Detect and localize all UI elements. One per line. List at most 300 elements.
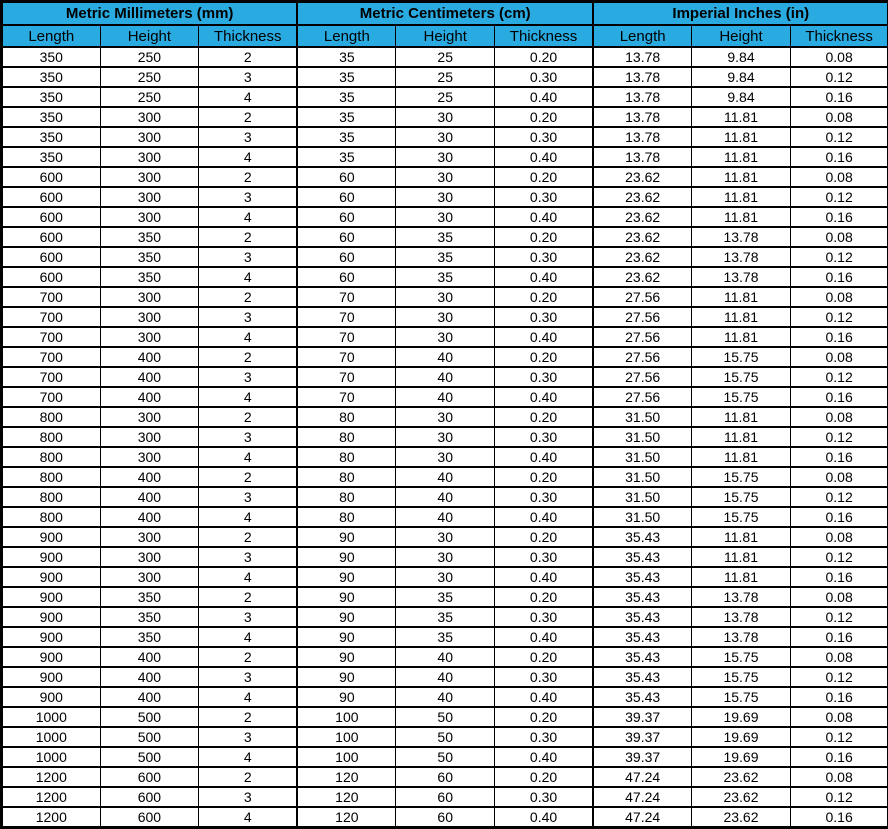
cell: 31.50 xyxy=(593,407,692,427)
cell: 2 xyxy=(199,287,298,307)
cell: 300 xyxy=(100,147,199,167)
cell: 11.81 xyxy=(692,567,791,587)
cell: 13.78 xyxy=(692,607,791,627)
cell: 0.08 xyxy=(790,467,888,487)
cell: 300 xyxy=(100,547,199,567)
table-row xyxy=(2,527,888,547)
cell: 2 xyxy=(199,527,298,547)
cell: 35.43 xyxy=(593,687,692,707)
cell: 700 xyxy=(2,327,101,347)
cell: 300 xyxy=(100,287,199,307)
cell: 2 xyxy=(199,467,298,487)
column-header-thickness-in: Thickness xyxy=(790,25,888,47)
cell: 350 xyxy=(2,47,101,67)
table-row xyxy=(2,107,888,127)
cell: 1200 xyxy=(2,767,101,787)
cell: 30 xyxy=(396,167,495,187)
cell: 35 xyxy=(297,87,396,107)
cell: 800 xyxy=(2,407,101,427)
cell: 2 xyxy=(199,347,298,367)
cell: 0.30 xyxy=(495,187,594,207)
cell: 13.78 xyxy=(692,227,791,247)
cell: 900 xyxy=(2,687,101,707)
cell: 0.12 xyxy=(790,427,888,447)
cell: 4 xyxy=(199,807,298,828)
table-row xyxy=(2,467,888,487)
cell: 900 xyxy=(2,547,101,567)
cell: 23.62 xyxy=(593,207,692,227)
cell: 0.40 xyxy=(495,747,594,767)
cell: 15.75 xyxy=(692,387,791,407)
cell: 3 xyxy=(199,187,298,207)
table-row xyxy=(2,447,888,467)
table-row xyxy=(2,367,888,387)
cell: 11.81 xyxy=(692,287,791,307)
table-row xyxy=(2,87,888,107)
cell: 35 xyxy=(297,127,396,147)
cell: 47.24 xyxy=(593,807,692,828)
cell: 0.08 xyxy=(790,287,888,307)
table-row xyxy=(2,187,888,207)
cell: 30 xyxy=(396,127,495,147)
cell: 70 xyxy=(297,287,396,307)
cell: 70 xyxy=(297,367,396,387)
cell: 250 xyxy=(100,47,199,67)
cell: 4 xyxy=(199,627,298,647)
cell: 700 xyxy=(2,307,101,327)
cell: 0.12 xyxy=(790,547,888,567)
cell: 70 xyxy=(297,387,396,407)
cell: 700 xyxy=(2,387,101,407)
cell: 0.20 xyxy=(495,767,594,787)
cell: 11.81 xyxy=(692,327,791,347)
cell: 250 xyxy=(100,87,199,107)
group-header-imperial-in: Imperial Inches (in) xyxy=(593,2,888,26)
cell: 0.16 xyxy=(790,447,888,467)
cell: 0.08 xyxy=(790,107,888,127)
cell: 31.50 xyxy=(593,447,692,467)
cell: 13.78 xyxy=(593,47,692,67)
cell: 400 xyxy=(100,467,199,487)
cell: 9.84 xyxy=(692,47,791,67)
cell: 100 xyxy=(297,747,396,767)
cell: 4 xyxy=(199,747,298,767)
table-row xyxy=(2,307,888,327)
cell: 120 xyxy=(297,807,396,828)
cell: 3 xyxy=(199,307,298,327)
cell: 19.69 xyxy=(692,727,791,747)
cell: 300 xyxy=(100,407,199,427)
cell: 4 xyxy=(199,387,298,407)
cell: 0.30 xyxy=(495,607,594,627)
cell: 50 xyxy=(396,747,495,767)
cell: 1000 xyxy=(2,727,101,747)
cell: 120 xyxy=(297,767,396,787)
cell: 0.20 xyxy=(495,587,594,607)
cell: 900 xyxy=(2,647,101,667)
cell: 0.12 xyxy=(790,667,888,687)
cell: 70 xyxy=(297,347,396,367)
table-row xyxy=(2,487,888,507)
cell: 0.12 xyxy=(790,247,888,267)
cell: 35.43 xyxy=(593,667,692,687)
cell: 80 xyxy=(297,407,396,427)
cell: 13.78 xyxy=(593,147,692,167)
cell: 15.75 xyxy=(692,687,791,707)
cell: 600 xyxy=(2,227,101,247)
cell: 100 xyxy=(297,727,396,747)
table-row xyxy=(2,567,888,587)
cell: 9.84 xyxy=(692,67,791,87)
table-row xyxy=(2,227,888,247)
cell: 15.75 xyxy=(692,647,791,667)
cell: 0.20 xyxy=(495,347,594,367)
cell: 2 xyxy=(199,767,298,787)
cell: 90 xyxy=(297,667,396,687)
cell: 350 xyxy=(2,127,101,147)
cell: 30 xyxy=(396,187,495,207)
cell: 0.08 xyxy=(790,167,888,187)
cell: 35.43 xyxy=(593,627,692,647)
cell: 1000 xyxy=(2,747,101,767)
cell: 0.40 xyxy=(495,567,594,587)
cell: 0.16 xyxy=(790,387,888,407)
cell: 13.78 xyxy=(692,247,791,267)
cell: 31.50 xyxy=(593,427,692,447)
cell: 90 xyxy=(297,607,396,627)
cell: 900 xyxy=(2,667,101,687)
table-row xyxy=(2,787,888,807)
cell: 3 xyxy=(199,727,298,747)
cell: 35 xyxy=(396,627,495,647)
cell: 27.56 xyxy=(593,367,692,387)
cell: 2 xyxy=(199,167,298,187)
cell: 800 xyxy=(2,467,101,487)
cell: 0.16 xyxy=(790,567,888,587)
cell: 35.43 xyxy=(593,567,692,587)
cell: 300 xyxy=(100,107,199,127)
cell: 400 xyxy=(100,687,199,707)
group-header-metric-cm: Metric Centimeters (cm) xyxy=(297,2,593,26)
column-header-row xyxy=(2,25,888,47)
cell: 400 xyxy=(100,487,199,507)
column-header-height-in: Height xyxy=(692,25,791,47)
cell: 3 xyxy=(199,427,298,447)
cell: 0.40 xyxy=(495,147,594,167)
cell: 0.40 xyxy=(495,627,594,647)
table-row xyxy=(2,727,888,747)
cell: 600 xyxy=(100,787,199,807)
cell: 60 xyxy=(297,187,396,207)
cell: 35.43 xyxy=(593,527,692,547)
cell: 11.81 xyxy=(692,167,791,187)
cell: 2 xyxy=(199,407,298,427)
cell: 23.62 xyxy=(593,187,692,207)
cell: 30 xyxy=(396,407,495,427)
cell: 39.37 xyxy=(593,747,692,767)
cell: 23.62 xyxy=(593,227,692,247)
cell: 1000 xyxy=(2,707,101,727)
cell: 0.40 xyxy=(495,507,594,527)
cell: 250 xyxy=(100,67,199,87)
cell: 13.78 xyxy=(593,107,692,127)
cell: 60 xyxy=(396,767,495,787)
table-row xyxy=(2,767,888,787)
table-row xyxy=(2,587,888,607)
cell: 3 xyxy=(199,487,298,507)
column-header-thickness-mm: Thickness xyxy=(199,25,298,47)
cell: 35.43 xyxy=(593,647,692,667)
cell: 11.81 xyxy=(692,147,791,167)
cell: 47.24 xyxy=(593,787,692,807)
cell: 60 xyxy=(396,807,495,828)
cell: 0.08 xyxy=(790,47,888,67)
cell: 500 xyxy=(100,707,199,727)
cell: 300 xyxy=(100,207,199,227)
column-header-length-cm: Length xyxy=(297,25,396,47)
cell: 40 xyxy=(396,487,495,507)
cell: 0.20 xyxy=(495,707,594,727)
cell: 900 xyxy=(2,627,101,647)
cell: 0.16 xyxy=(790,87,888,107)
cell: 0.30 xyxy=(495,727,594,747)
cell: 1200 xyxy=(2,807,101,828)
column-header-height-cm: Height xyxy=(396,25,495,47)
cell: 0.20 xyxy=(495,287,594,307)
cell: 100 xyxy=(297,707,396,727)
cell: 350 xyxy=(2,147,101,167)
cell: 13.78 xyxy=(692,587,791,607)
cell: 600 xyxy=(2,267,101,287)
cell: 13.78 xyxy=(593,127,692,147)
cell: 0.40 xyxy=(495,207,594,227)
group-header-row xyxy=(2,2,888,26)
cell: 0.40 xyxy=(495,267,594,287)
table-row xyxy=(2,427,888,447)
table-row xyxy=(2,267,888,287)
cell: 0.40 xyxy=(495,447,594,467)
cell: 0.16 xyxy=(790,147,888,167)
cell: 35 xyxy=(396,607,495,627)
cell: 30 xyxy=(396,307,495,327)
cell: 300 xyxy=(100,527,199,547)
table-row xyxy=(2,287,888,307)
table-row xyxy=(2,407,888,427)
cell: 27.56 xyxy=(593,307,692,327)
cell: 600 xyxy=(100,767,199,787)
cell: 3 xyxy=(199,667,298,687)
cell: 0.16 xyxy=(790,687,888,707)
cell: 300 xyxy=(100,567,199,587)
cell: 90 xyxy=(297,567,396,587)
cell: 0.12 xyxy=(790,127,888,147)
column-header-thickness-cm: Thickness xyxy=(495,25,594,47)
cell: 0.20 xyxy=(495,647,594,667)
table-row xyxy=(2,327,888,347)
cell: 15.75 xyxy=(692,667,791,687)
cell: 35 xyxy=(396,267,495,287)
cell: 35 xyxy=(396,227,495,247)
cell: 300 xyxy=(100,307,199,327)
cell: 0.30 xyxy=(495,67,594,87)
cell: 0.30 xyxy=(495,247,594,267)
column-header-length-in: Length xyxy=(593,25,692,47)
cell: 11.81 xyxy=(692,547,791,567)
cell: 1200 xyxy=(2,787,101,807)
cell: 3 xyxy=(199,247,298,267)
cell: 300 xyxy=(100,447,199,467)
table-row xyxy=(2,707,888,727)
cell: 800 xyxy=(2,427,101,447)
cell: 35 xyxy=(396,587,495,607)
cell: 350 xyxy=(2,67,101,87)
cell: 0.12 xyxy=(790,307,888,327)
cell: 4 xyxy=(199,147,298,167)
cell: 11.81 xyxy=(692,307,791,327)
cell: 30 xyxy=(396,447,495,467)
cell: 0.40 xyxy=(495,387,594,407)
cell: 2 xyxy=(199,107,298,127)
cell: 90 xyxy=(297,547,396,567)
cell: 0.40 xyxy=(495,87,594,107)
cell: 0.20 xyxy=(495,227,594,247)
cell: 2 xyxy=(199,587,298,607)
cell: 23.62 xyxy=(692,767,791,787)
cell: 35 xyxy=(396,247,495,267)
cell: 0.40 xyxy=(495,327,594,347)
cell: 600 xyxy=(100,807,199,828)
cell: 19.69 xyxy=(692,747,791,767)
cell: 30 xyxy=(396,527,495,547)
cell: 40 xyxy=(396,467,495,487)
cell: 400 xyxy=(100,367,199,387)
cell: 60 xyxy=(297,207,396,227)
cell: 39.37 xyxy=(593,727,692,747)
cell: 23.62 xyxy=(692,787,791,807)
cell: 3 xyxy=(199,67,298,87)
cell: 700 xyxy=(2,347,101,367)
cell: 3 xyxy=(199,787,298,807)
cell: 30 xyxy=(396,547,495,567)
cell: 40 xyxy=(396,387,495,407)
cell: 15.75 xyxy=(692,487,791,507)
cell: 0.20 xyxy=(495,47,594,67)
cell: 350 xyxy=(2,87,101,107)
cell: 4 xyxy=(199,447,298,467)
cell: 23.62 xyxy=(593,267,692,287)
cell: 15.75 xyxy=(692,507,791,527)
cell: 25 xyxy=(396,67,495,87)
cell: 90 xyxy=(297,587,396,607)
cell: 31.50 xyxy=(593,507,692,527)
cell: 0.30 xyxy=(495,427,594,447)
cell: 300 xyxy=(100,327,199,347)
cell: 3 xyxy=(199,607,298,627)
cell: 0.12 xyxy=(790,727,888,747)
cell: 80 xyxy=(297,447,396,467)
cell: 70 xyxy=(297,327,396,347)
cell: 0.30 xyxy=(495,787,594,807)
cell: 19.69 xyxy=(692,707,791,727)
cell: 35.43 xyxy=(593,587,692,607)
cell: 50 xyxy=(396,727,495,747)
cell: 0.20 xyxy=(495,467,594,487)
cell: 23.62 xyxy=(692,807,791,828)
cell: 11.81 xyxy=(692,187,791,207)
cell: 0.30 xyxy=(495,367,594,387)
column-header-height-mm: Height xyxy=(100,25,199,47)
cell: 30 xyxy=(396,327,495,347)
cell: 4 xyxy=(199,507,298,527)
cell: 0.30 xyxy=(495,547,594,567)
cell: 0.20 xyxy=(495,107,594,127)
cell: 23.62 xyxy=(593,167,692,187)
cell: 35 xyxy=(297,107,396,127)
cell: 4 xyxy=(199,327,298,347)
cell: 0.16 xyxy=(790,747,888,767)
cell: 30 xyxy=(396,287,495,307)
cell: 35.43 xyxy=(593,607,692,627)
cell: 4 xyxy=(199,87,298,107)
cell: 500 xyxy=(100,727,199,747)
cell: 0.12 xyxy=(790,67,888,87)
table-row xyxy=(2,127,888,147)
cell: 900 xyxy=(2,527,101,547)
cell: 0.16 xyxy=(790,267,888,287)
cell: 90 xyxy=(297,527,396,547)
table-row xyxy=(2,67,888,87)
table-row xyxy=(2,747,888,767)
cell: 80 xyxy=(297,507,396,527)
cell: 27.56 xyxy=(593,287,692,307)
column-header-length-mm: Length xyxy=(2,25,101,47)
table-row xyxy=(2,807,888,828)
cell: 23.62 xyxy=(593,247,692,267)
cell: 50 xyxy=(396,707,495,727)
cell: 0.08 xyxy=(790,707,888,727)
cell: 40 xyxy=(396,347,495,367)
cell: 2 xyxy=(199,47,298,67)
table-row xyxy=(2,247,888,267)
cell: 800 xyxy=(2,487,101,507)
cell: 2 xyxy=(199,707,298,727)
cell: 350 xyxy=(100,227,199,247)
table-row xyxy=(2,347,888,367)
cell: 300 xyxy=(100,167,199,187)
cell: 400 xyxy=(100,347,199,367)
cell: 500 xyxy=(100,747,199,767)
table-row xyxy=(2,507,888,527)
cell: 80 xyxy=(297,427,396,447)
group-header-metric-mm: Metric Millimeters (mm) xyxy=(2,2,298,26)
cell: 120 xyxy=(297,787,396,807)
cell: 0.16 xyxy=(790,327,888,347)
cell: 0.20 xyxy=(495,407,594,427)
cell: 800 xyxy=(2,447,101,467)
table-body xyxy=(2,47,888,828)
cell: 350 xyxy=(100,607,199,627)
cell: 11.81 xyxy=(692,447,791,467)
cell: 0.16 xyxy=(790,507,888,527)
cell: 11.81 xyxy=(692,127,791,147)
table-row xyxy=(2,387,888,407)
cell: 0.08 xyxy=(790,227,888,247)
cell: 0.08 xyxy=(790,647,888,667)
cell: 700 xyxy=(2,367,101,387)
cell: 0.08 xyxy=(790,767,888,787)
cell: 11.81 xyxy=(692,527,791,547)
cell: 0.20 xyxy=(495,527,594,547)
